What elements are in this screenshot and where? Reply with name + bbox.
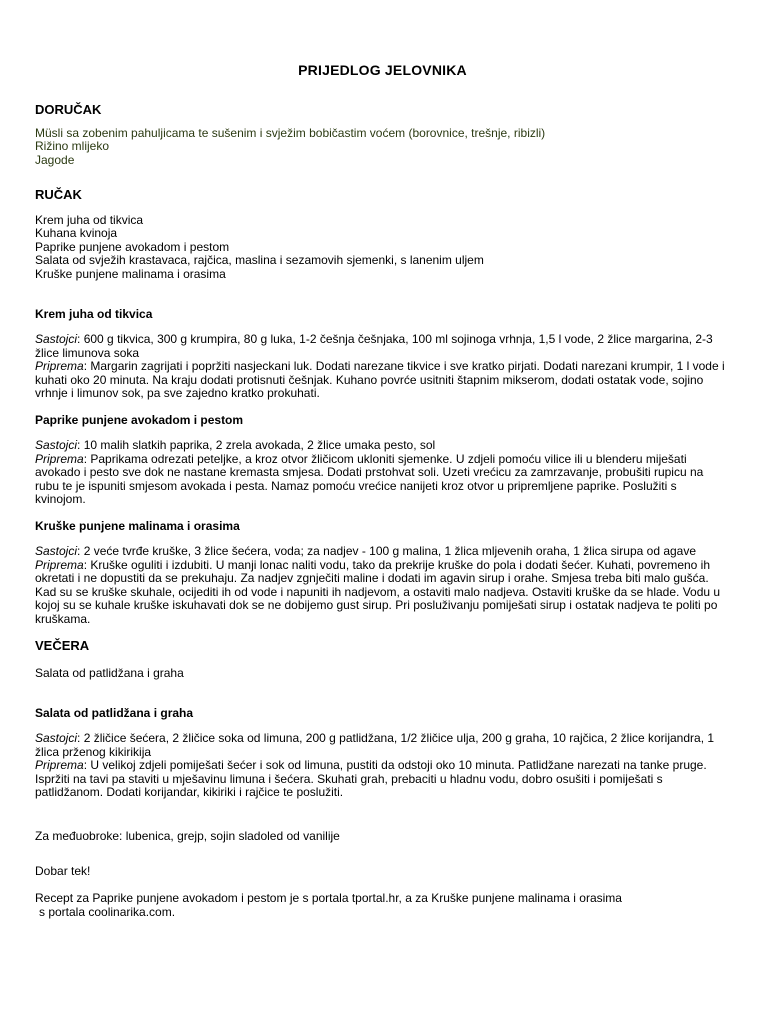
page-title: PRIJEDLOG JELOVNIKA — [298, 62, 467, 78]
preparation-text: : Paprikama odrezati peteljke, a kroz otvor žličicom ukloniti sjemenke. U zdjeli pomoću vilice ili u blenderu miješati avokado i pesto sve dok ne nastane kremasta smjesa. Dodati prstohvat soli. Uzeti vrećicu za zamrzavanje, probušiti rupicu na rubu te je ispuniti smjesom avokada i pesta. Namaz pomoću vrećice nanijeti kroz otvor u pripremljene paprike. Poslužiti s kvinojom. — [35, 451, 704, 506]
list-item: Salata od svježih krastavaca, rajčica, maslina i sezamovih sjemenki, s lanenim uljem — [35, 253, 484, 268]
ingredients-text: : 2 žličice šećera, 2 žličice soka od limuna, 200 g patlidžana, 1/2 žličice ulja, 200 g graha, 10 rajčica, 2 žlice korijandra, 1 žlica prženog kikirikija — [35, 731, 715, 759]
recipe-body — [35, 439, 725, 507]
preparation — [35, 453, 725, 507]
ingredients-label: Sastojci — [35, 332, 78, 346]
source-line: s portala coolinarika.com. — [39, 904, 176, 919]
preparation-text: : U velikoj zdjeli pomiješati šećer i sok od limuna, pustiti da odstoji oko 10 minuta. Patlidžane narezati na tanke pruge. Ispržiti na tavi pa staviti u mješavinu limuna i šećera. Skuhati grah, prebaciti u hladnu vodu, dobro osušiti i pomiješati s patlidžanom. Dodati korijandar, kikiriki i rajčice te poslužiti. — [35, 758, 707, 799]
preparation-label: Priprema — [35, 557, 84, 572]
list-item: Müsli sa zobenim pahuljicama te sušenim i svježim bobičastim voćem (borovnice, trešnje, ribizli) — [35, 126, 546, 140]
list-item: Jagode — [35, 152, 75, 167]
breakfast-list — [35, 127, 545, 167]
ingredients — [35, 439, 725, 453]
preparation-label: Priprema — [35, 758, 84, 772]
lunch-heading: RUČAK — [35, 187, 82, 202]
recipe-title: Kruške punjene malinama i orasima — [35, 519, 240, 533]
preparation-text: : Margarin zagrijati i popržiti nasjeckani luk. Dodati narezane tikvice i sve kratko pirjati. Dodati narezani krumpir, 1 l vode i kuhati oko 20 minuta. Na kraju dodati protisnuti češnjak. Kuhano povrće usitniti štapnim mikserom, dodati ostatak vode, sojino vrhnje i limunov sok, pa sve zajedno kratko prokuhati. — [35, 359, 725, 400]
list-item: Kuhana kvinoja — [35, 226, 118, 241]
preparation — [35, 360, 725, 401]
ingredients-text: : 600 g tikvica, 300 g krumpira, 80 g luka, 1-2 češnja češnjaka, 100 ml sojinoga vrhnja, 1,5 l vode, 2 žlice margarina, 2-3 žlice limunova soka — [35, 332, 713, 360]
source-note — [35, 892, 725, 919]
ingredients-text: : 2 veće tvrđe kruške, 3 žlice šećera, voda; za nadjev - 100 g malina, 1 žlica mljevenih oraha, 1 žlica sirupa od agave — [77, 544, 697, 558]
ingredients — [35, 545, 725, 559]
list-item: Kruške punjene malinama i orasima — [35, 266, 226, 281]
ingredients-label: Sastojci — [35, 544, 78, 558]
recipe-body — [35, 545, 725, 626]
dinner-item: Salata od patlidžana i graha — [35, 666, 184, 680]
closing-note: Dobar tek! — [35, 864, 91, 878]
preparation-label: Priprema — [35, 451, 84, 466]
recipe-title: Paprike punjene avokadom i pestom — [35, 413, 244, 427]
list-item: Paprike punjene avokadom i pestom — [35, 239, 230, 254]
preparation — [35, 759, 725, 800]
ingredients — [35, 732, 725, 759]
recipe-title: Salata od patlidžana i graha — [35, 706, 194, 720]
recipe-body — [35, 732, 725, 800]
ingredients-label: Sastojci — [35, 731, 78, 745]
recipe-title: Krem juha od tikvica — [35, 307, 153, 321]
list-item: Krem juha od tikvica — [35, 213, 144, 227]
snacks-note: Za međuobroke: lubenica, grejp, sojin sladoled od vanilije — [35, 829, 340, 843]
preparation-text: : Kruške oguliti i izdubiti. U manji lonac naliti vodu, tako da prekrije kruške do pola i dodati šećer. Kuhati, povremeno ih okretati i ne dopustiti da se prekuhaju. Za nadjev zgnječiti maline i dodati im agavin sirup i orahe. Smjesa treba biti malo gušća. Kad su se kruške skuhale, ocijediti ih od vode i napuniti ih nadjevom, a ostaviti malo nadjeva. Ostaviti kruške da se hlade. Vodu u kojoj su se kuhale kruške iskuhavati dok se ne dobijemo gust sirup. Pri posluživanju pomiješati sirup i ostatak nadjeva te politi po kruškama. — [35, 557, 721, 626]
breakfast-heading: DORUČAK — [35, 102, 102, 117]
dinner-heading: VEČERA — [35, 638, 90, 653]
list-item: Rižino mlijeko — [35, 139, 110, 154]
preparation-label: Priprema — [35, 359, 84, 373]
ingredients-label: Sastojci — [35, 438, 78, 452]
recipe-body — [35, 333, 725, 401]
preparation — [35, 559, 725, 627]
ingredients — [35, 333, 725, 360]
ingredients-text: : 10 malih slatkih paprika, 2 zrela avokada, 2 žlice umaka pesto, sol — [77, 438, 436, 452]
lunch-list — [35, 214, 484, 281]
source-line: Recept za Paprike punjene avokadom i pestom je s portala tportal.hr, a za Kruške punjene malinama i orasima — [35, 891, 622, 905]
